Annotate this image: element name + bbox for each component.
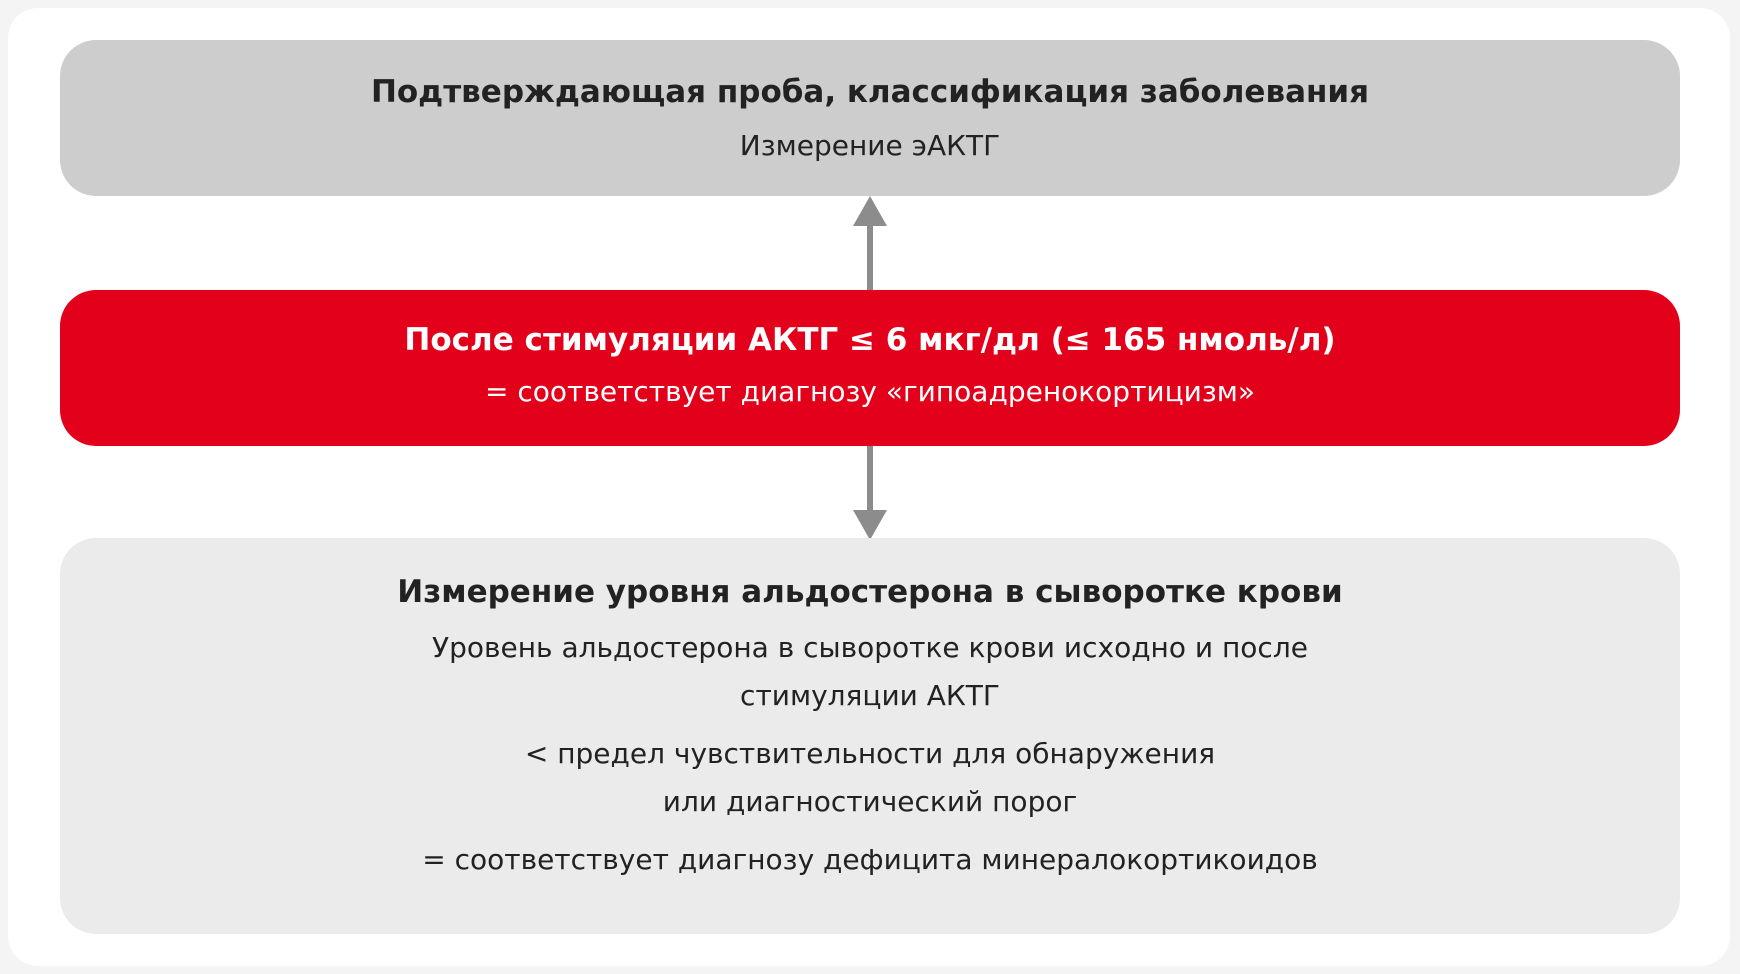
aldosterone-conclusion-paragraph [60, 836, 1680, 884]
acth-result-box [60, 290, 1680, 446]
aldosterone-threshold-paragraph [60, 730, 1680, 826]
aldosterone-text-line: или диагностический порог [662, 785, 1078, 818]
acth-result-text: = соответствует диагнозу «гипоадренокортицизм» [485, 375, 1255, 408]
confirmation-test-title: Подтверждающая проба, классификация заболевания [370, 74, 1370, 110]
aldosterone-title: Измерение уровня альдостерона в сыворотке крови [397, 574, 1343, 610]
aldosterone-text-line: стимуляции АКТГ [740, 679, 1000, 712]
aldosterone-text-line: = соответствует диагнозу дефицита минералокортикоидов [422, 843, 1318, 876]
down-arrow-icon [850, 446, 890, 540]
up-arrow-icon [850, 196, 890, 292]
confirmation-test-text: Измерение эАКТГ [739, 129, 1001, 162]
acth-result-title: После стимуляции АКТГ ≤ 6 мкг/дл (≤ 165 нмоль/л) [404, 322, 1336, 358]
aldosterone-box [60, 538, 1680, 934]
aldosterone-baseline-paragraph [60, 624, 1680, 720]
aldosterone-text-line: Уровень альдостерона в сыворотке крови исходно и после [432, 631, 1308, 664]
aldosterone-text-line: < предел чувствительности для обнаружения [524, 737, 1216, 770]
confirmation-test-box [60, 40, 1680, 196]
